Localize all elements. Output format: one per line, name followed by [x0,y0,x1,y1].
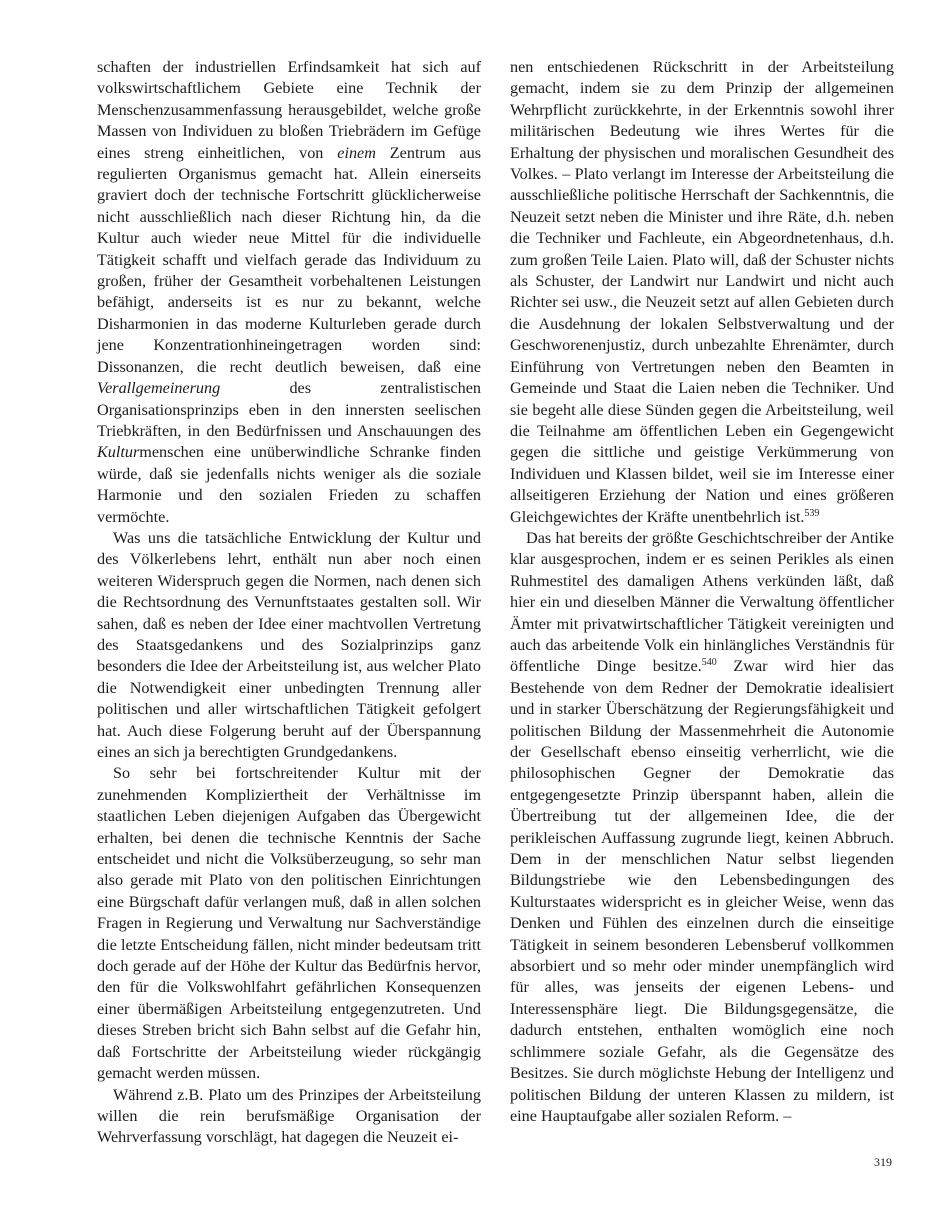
emphasis: Kultur [97,443,140,462]
paragraph: So sehr bei fortschreitender Kultur mit der zunehmenden Kompliziertheit der Verhältnisse im staatlichen Leben diejenigen Aufgaben das Übergewicht erhalten, bei denen die technische Kenntnis der Sache entscheidet und nicht die Volksüberzeugung, so sehr man also gerade mit Plato von den politischen Einrichtungen eine Bürgschaft dafür verlangen muß, daß in allen solchen Fragen in Regierung und Verwaltung nur Sachverständige die letzte Entscheidung fällen, nicht minder bedeutsam tritt doch gerade auf der Höhe der Kultur das Bedürfnis hervor, den für die Volkswohlfahrt gefährlichen Konsequenzen einer übermäßigen Arbeitsteilung entgegenzutreten. Und dieses Streben bricht sich Bahn selbst auf die Gefahr hin, daß Fortschritte der Arbeitsteilung wieder rückgängig gemacht werden müssen. [97,764,481,1083]
paragraph [510,528,894,1127]
emphasis: einem [337,143,376,162]
text-run: Das hat bereits der größte Geschichtschreiber der Antike klar ausgesprochen, indem er es seinen Perikles als einen Ruhmestitel des damaligen Athens verkünden läßt, daß hier ein und dieselben Männer die Verwaltung öffentlicher Ämter mit privatwirtschaftlicher Tätigkeit vereinigten und auch das arbeitende Volk ein hinlängliches Verständnis für öffentliche Dinge besitze. [510,528,894,676]
text-run: Zwar wird hier das Bestehende von dem Redner der Demokratie idealisiert und in starker Überschätzung der Regierungsfähigkeit und politischen Bildung der Massenmehrheit die Autonomie der Gesellschaft ebenso einseitig verherrlicht, wie die philosophischen Gegner der Demokratie das entgegengesetzte Prinzip überspannt haben, allein die Übertreibung tut der allgemeinen Idee, die der perikleischen Auffassung zugrunde liegt, keinen Abbruch. Dem in der menschlichen Natur selbst liegenden Bildungstriebe wie den Lebensbedingungen des Kulturstaates widerspricht es in gleicher Weise, wenn das Denken und Fühlen des einzelnen durch die einseitige Tätigkeit in seinem besonderen Lebensberuf vollkommen absorbiert und so mehr oder minder unempfänglich wird für alles, was jenseits der eigenen Lebens- und Interessensphäre liegt. Die Bildungsgegensätze, die dadurch entstehen, enthalten womöglich eine noch schlimmere soziale Gefahr, als die Gegensätze des Besitzes. Sie durch möglichste Hebung der Intelligenz und politischen Bildung der unteren Klassen zu mildern, ist eine Hauptaufgabe aller sozialen Reform. – [510,657,894,1125]
text-run: schaften der industriellen Erfindsamkeit hat sich auf volkswirtschaftlichem Gebiete eine Technik der Menschenzusammenfassung herausgebildet, welche große Massen von Individuen zu bloßen Triebrädern im Gefüge eines streng einheitlichen, von [97,58,481,162]
text-run: nen entschiedenen Rückschritt in der Arbeitsteilung gemacht, indem sie zu dem Prinzip der allgemeinen Wehrpflicht zurückkehrte, in der Erkenntnis sowohl ihrer militärischen Bedeutung wie ihres Wertes für die Erhaltung der physischen und moralischen Gesundheit des Volkes. – Plato verlangt im Interesse der Arbeitsteilung die ausschließliche politische Herrschaft der Sachkenntnis, die Neuzeit setzt neben die Minister und ihre Räte, d.h. neben die Techniker und Fachleute, ein Abgeordnetenhaus, d.h. zum großen Teile Laien. Plato will, daß der Schuster nichts als Schuster, der Landwirt nur Landwirt und nicht auch Richter sei usw., die Neuzeit setzt auf allen Gebieten durch die Ausdehnung der lokalen Selbstverwaltung und der Geschworenenjustiz, durch unbezahlte Ehrenämter, durch Einführung von Vertretungen neben den Beamten in Gemeinde und Staat die Laien neben die Techniker. Und sie begeht alle diese Sünden gegen die Arbeitsteilung, weil die Teilnahme am öffentlichen Leben ein Gegengewicht gegen die sittliche und geistige Verkümmerung von Individuen und Klassen bildet, weil sie im Interesse einer allseitigeren Erziehung der Nation und eines größeren Gleichgewichtes der Kräfte unentbehrlich ist. [510,58,894,526]
text-run: menschen eine unüberwindliche Schranke finden würde, daß sie jedenfalls nichts weniger als die soziale Harmonie und den sozialen Frieden zu schaffen vermöchte. [97,443,481,526]
paragraph: Während z.B. Plato um des Prinzipes der Arbeitsteilung willen die rein berufsmäßige Organisation der Wehrverfassung vorschlägt, hat dagegen die Neuzeit ei- [97,1085,481,1147]
emphasis: Verallgemeinerung [97,379,221,398]
page-number: 319 [874,1155,892,1169]
right-column [510,57,894,1127]
footnote-marker: 540 [701,657,717,669]
text-run: des zentralistischen Organisationsprinzips eben in den innersten seelischen Triebkräften, in den Bedürfnissen und Anschauungen des [97,379,481,440]
paragraph: Was uns die tatsächliche Entwicklung der Kultur und des Völkerlebens lehrt, enthält nun aber noch einen weiteren Widerspruch gegen die Normen, nach denen sich die Rechtsordnung des Vernunftstaates gestalten soll. Wir sahen, daß es neben der Idee einer machtvollen Vertretung des Staatsgedankens und des Sozialprinzips ganz besonders die Idee der Arbeitsteilung ist, aus welcher Plato die Notwendigkeit einer unbedingten Trennung aller politischen und aller wirtschaftlichen Tätigkeit gefolgert hat. Auch diese Folgerung beruht auf der Überspannung eines an sich ja berechtigten Grundgedankens. [97,528,481,761]
paragraph [97,57,481,528]
footnote-marker: 539 [804,507,820,519]
text-run: Zentrum aus regulierten Organismus gemacht hat. Allein einerseits graviert doch der technische Fortschritt glücklicherweise nicht ausschließlich nach dieser Richtung hin, da die Kultur auch wieder neue Mittel für die individuelle Tätigkeit schafft und vielfach gerade das Individuum zu großen, früher der Gesamtheit vorbehaltenen Leistungen befähigt, anderseits ist es nur zu bekannt, welche Disharmonien in das moderne Kulturleben gerade durch jene Konzentrationhineingetragen worden sind: Dissonanzen, die recht deutlich beweisen, daß eine [97,143,481,376]
paragraph [510,57,894,528]
left-column [97,57,481,1149]
